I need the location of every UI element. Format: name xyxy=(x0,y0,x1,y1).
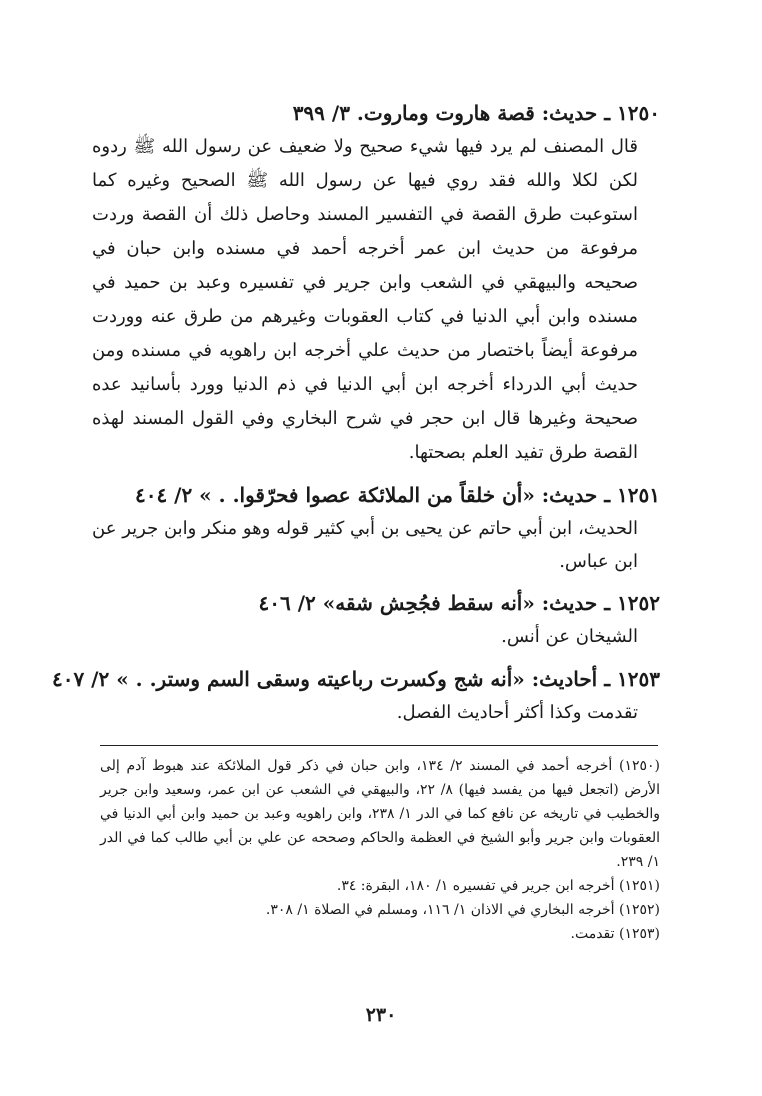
entry-heading: ١٢٥١ ـ حديث: «أن خلقاً من الملائكة عصوا فحرّقوا. . » ٢/ ٤٠٤ xyxy=(134,483,660,507)
footnote-1251: (١٢٥١) أخرجه ابن جرير في تفسيره ١/ ١٨٠، البقرة: ٣٤. xyxy=(336,878,660,894)
footnote-divider xyxy=(100,745,658,746)
entry-1250 xyxy=(92,96,660,470)
entry-heading: ١٢٥٠ ـ حديث: قصة هاروت وماروت. ٣/ ٣٩٩ xyxy=(292,101,660,125)
entry-heading: ١٢٥٢ ـ حديث: «أنه سقط فجُحِش شقه» ٢/ ٤٠٦ xyxy=(258,591,660,615)
footnotes xyxy=(100,754,660,946)
entry-1253 xyxy=(51,662,660,730)
entry-body: الشيخان عن أنس. xyxy=(501,626,638,647)
entry-body: الحديث، ابن أبي حاتم عن يحيى بن أبي كثير قوله وهو منكر وابن جرير عن ابن عباس. xyxy=(92,518,638,572)
footnote-1250: (١٢٥٠) أخرجه أحمد في المسند ٢/ ١٣٤، وابن حبان في ذكر قول الملائكة عند هبوط آدم إلى الأرض (اتجعل فيها من يفسد فيها) ٨/ ٢٢، والبيهقي في الشعب عن ابن عمر، وسعيد وابن جرير والخطيب في تاريخه عن نافع كما في الدر ١/ ٢٣٨، وابن راهويه وعبد بن حميد وابن أبي الدنيا في العقوبات وابن جرير وأبو الشيخ في العظمة والحاكم وصححه عن علي بن أبي طالب كما في الدر ١/ ٢٣٩. xyxy=(100,758,661,870)
entry-1251 xyxy=(92,478,660,578)
main-text xyxy=(51,96,660,738)
page-number: ٢٣٠ xyxy=(365,1004,397,1026)
footnote-1253: (١٢٥٣) تقدمت. xyxy=(570,926,660,942)
entry-body: تقدمت وكذا أكثر أحاديث الفصل. xyxy=(396,702,638,723)
entry-body: قال المصنف لم يرد فيها شيء صحيح ولا ضعيف عن رسول الله ﷺ ردوه لكن لكلا والله فقد روي فيها عن رسول الله ﷺ الصحيح وغيره كما استوعبت طرق القصة في التفسير المسند وحاصل ذلك أن القصة وردت مرفوعة من حديث ابن عمر أخرجه أحمد في مسنده وابن حبان في صحيحه والبيهقي في الشعب وابن جرير في تفسيره وعبد بن حميد في مسنده وابن أبي الدنيا في كتاب العقوبات وغيرهم من طرق عنه ووردت مرفوعة أيضاً باختصار من حديث علي أخرجه ابن راهويه في مسنده ومن حديث أبي الدرداء أخرجه ابن أبي الدنيا في ذم الدنيا وورد بأسانيد عده صحيحة وغيرها قال ابن حجر في شرح البخاري وفي القول المسند لهذه القصة طرق تفيد العلم بصحتها. xyxy=(92,136,638,463)
footnote-1252: (١٢٥٢) أخرجه البخاري في الاذان ١/ ١١٦، ومسلم في الصلاة ١/ ٣٠٨. xyxy=(265,902,660,918)
entry-heading: ١٢٥٣ ـ أحاديث: «أنه شج وكسرت رباعيته وسقى السم وستر. . » ٢/ ٤٠٧ xyxy=(51,667,660,691)
entry-1252 xyxy=(92,586,660,654)
